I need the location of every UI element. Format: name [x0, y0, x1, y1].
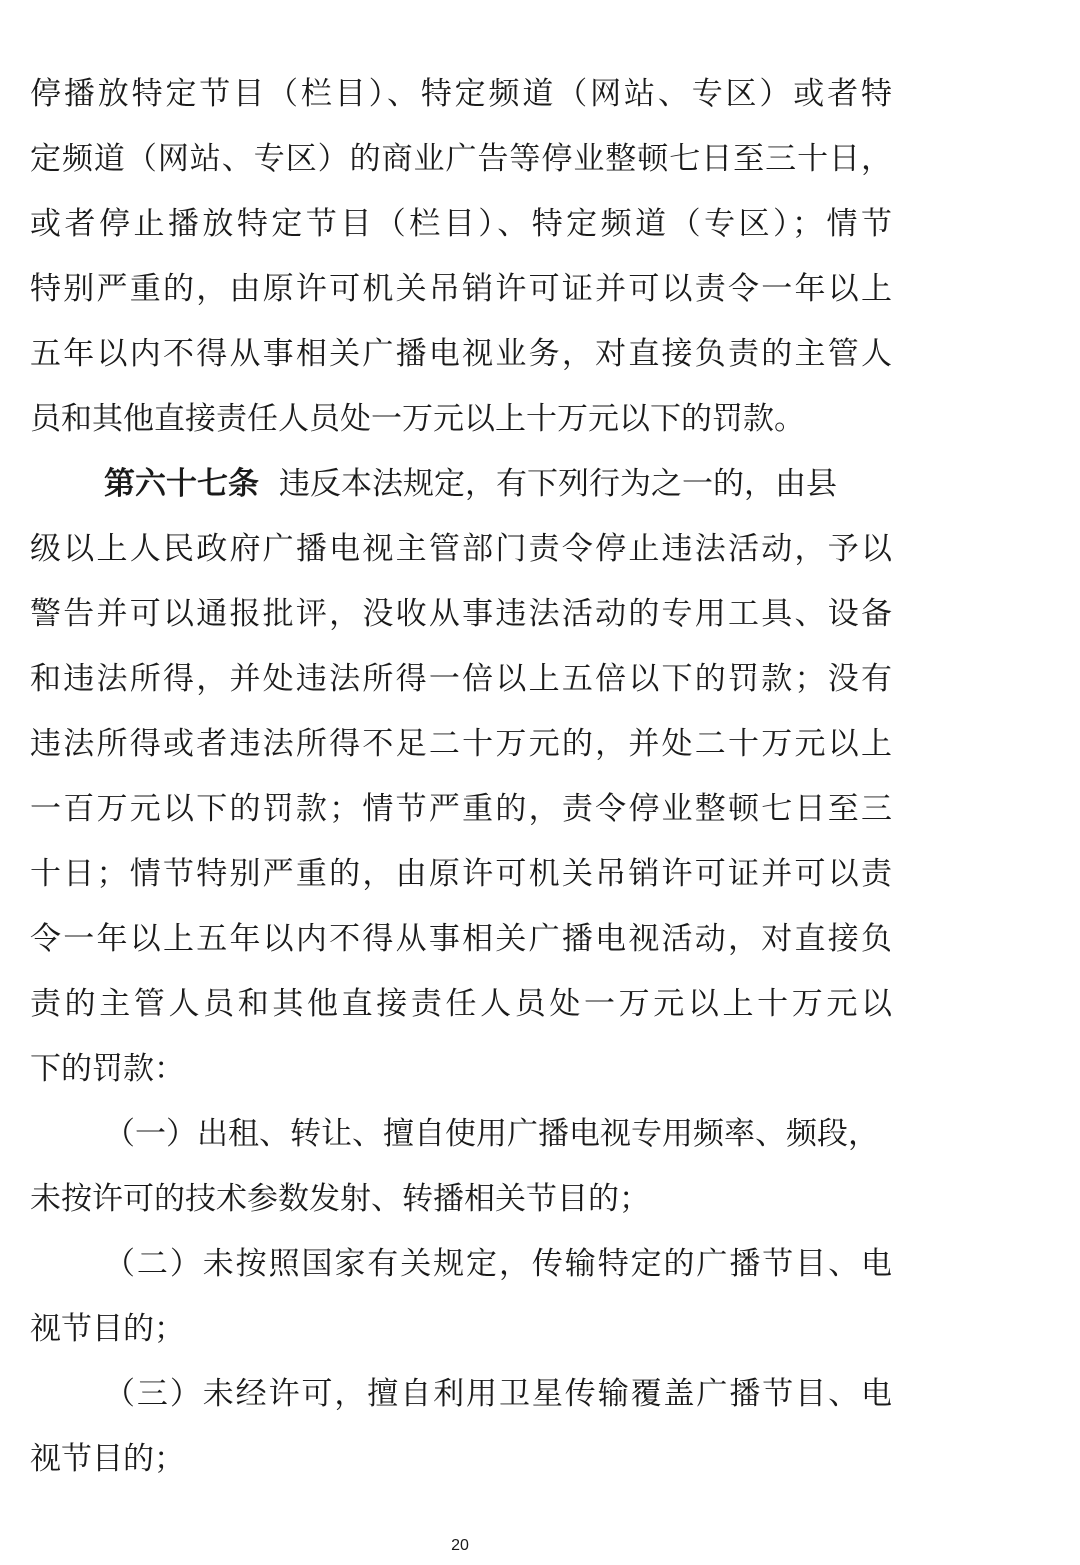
text-line: 一百万元以下的罚款；情节严重的，责令停业整顿七日至三	[30, 791, 892, 827]
list-item-second-line: 视节目的；	[30, 1311, 185, 1347]
text-line: 令一年以上五年以内不得从事相关广播电视活动，对直接负	[30, 921, 892, 957]
list-item-second-line: 未按许可的技术参数发射、转播相关节目的；	[30, 1181, 650, 1217]
text-line: 警告并可以通报批评，没收从事违法活动的专用工具、设备	[30, 596, 892, 632]
text-line: 员和其他直接责任人员处一万元以上十万元以下的罚款。	[30, 401, 805, 437]
article-first-line	[30, 454, 892, 514]
list-item-second-line: 视节目的；	[30, 1441, 185, 1477]
text-line: 违法所得或者违法所得不足二十万元的，并处二十万元以上	[30, 726, 892, 762]
text-line: 定频道（网站、专区）的商业广告等停业整顿七日至三十日，	[30, 141, 892, 177]
page-number: 20	[451, 1537, 469, 1554]
list-item-first-line: （一）出租、转让、擅自使用广播电视专用频率、频段，	[104, 1116, 879, 1152]
text-line: 十日；情节特别严重的，由原许可机关吊销许可证并可以责	[30, 856, 892, 892]
list-item-first-line: （三）未经许可，擅自利用卫星传输覆盖广播节目、电	[104, 1376, 892, 1412]
text-line: 级以上人民政府广播电视主管部门责令停止违法活动，予以	[30, 531, 892, 567]
text-line: 五年以内不得从事相关广播电视业务，对直接负责的主管人	[30, 336, 892, 372]
article-heading: 第六十七条	[104, 466, 259, 502]
text-line: 或者停止播放特定节目（栏目）、特定频道（专区）；情节	[30, 206, 892, 242]
text-line: 特别严重的，由原许可机关吊销许可证并可以责令一年以上	[30, 271, 892, 307]
text-line: 责的主管人员和其他直接责任人员处一万元以上十万元以	[30, 986, 892, 1022]
list-item-first-line: （二）未按照国家有关规定，传输特定的广播节目、电	[104, 1246, 892, 1282]
article-first-text: 违反本法规定，有下列行为之一的，由县	[279, 466, 837, 502]
text-line: 停播放特定节目（栏目）、特定频道（网站、专区）或者特	[30, 76, 892, 112]
text-line: 和违法所得，并处违法所得一倍以上五倍以下的罚款；没有	[30, 661, 892, 697]
text-line: 下的罚款：	[30, 1051, 185, 1087]
